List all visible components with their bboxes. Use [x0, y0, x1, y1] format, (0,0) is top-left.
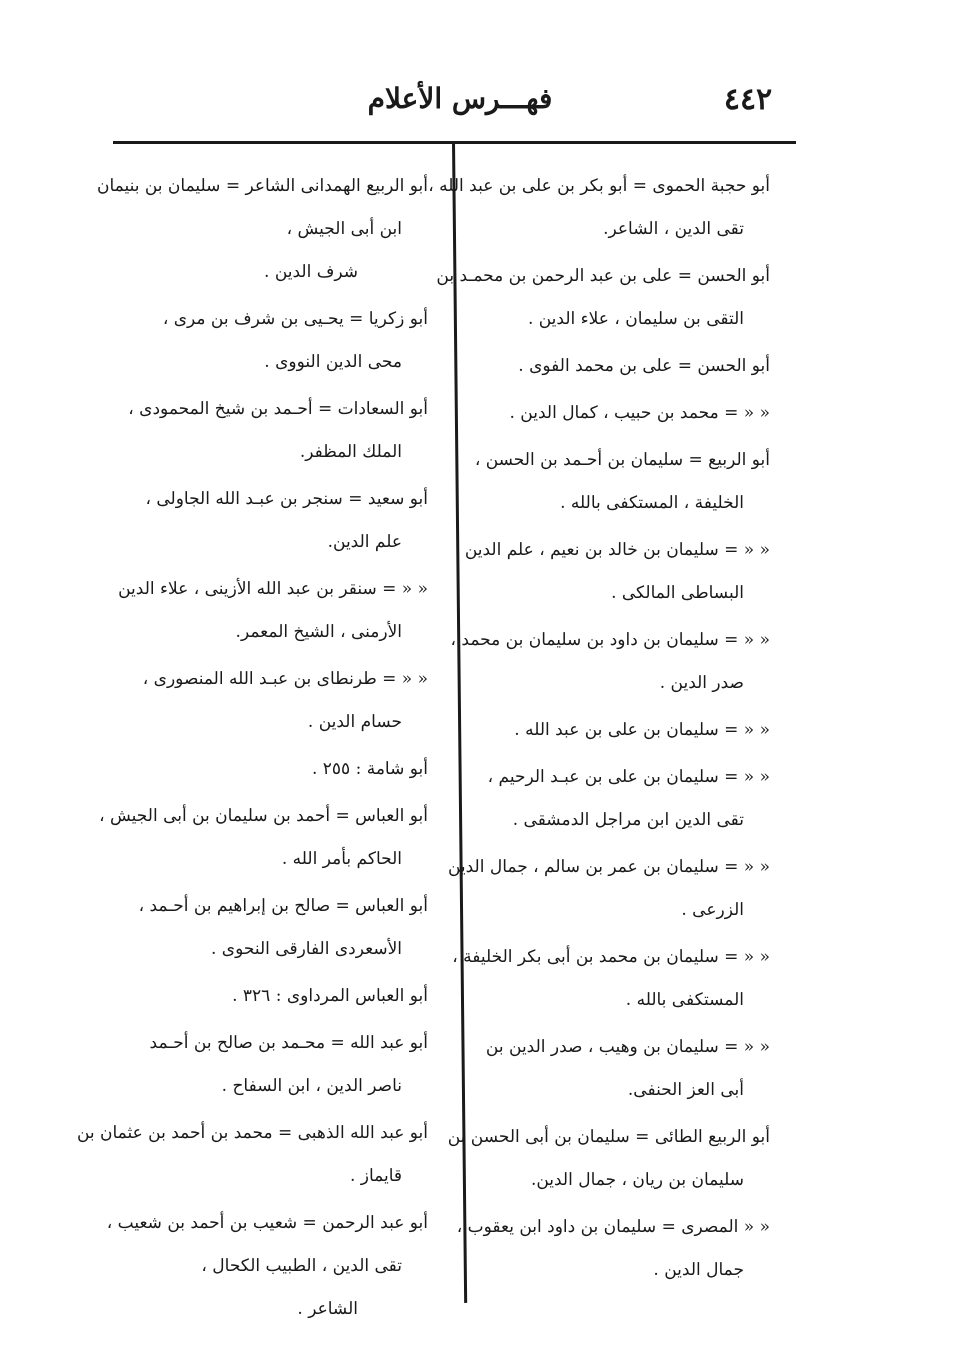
entry-continuation: تقى الدين ، الطبيب الكحال ،	[201, 1256, 402, 1276]
entry-headword: « « = سليمان بن وهيب ، صدر الدين بن	[485, 1037, 770, 1057]
entry-continuation: ابن أبى الجيش ،	[286, 219, 402, 239]
entry-continuation: أبى العز الحنفى.	[627, 1080, 744, 1100]
entry-headword: أبو عبد الرحمن = شعيب بن أحمد بن شعيب ،	[106, 1213, 428, 1233]
index-entry	[128, 478, 428, 564]
entry-headword: أبو الحسن = على بن محمد الفوى .	[518, 356, 770, 376]
entry-continuation: صدر الدين .	[659, 673, 744, 693]
index-entry	[470, 439, 770, 525]
entry-continuation: الأسعردى الفارقى النحوى .	[210, 939, 402, 959]
entry-headword: أبو العباس = أحمد بن سليمان بن أبى الجيش ،	[99, 806, 428, 826]
entry-continuation: جمال الدين .	[653, 1260, 744, 1280]
entry-continuation: الزرعى .	[681, 900, 744, 920]
entry-headword: أبو زكريا = يحـيى بن شرف بن مرى ،	[162, 309, 428, 329]
index-entry	[128, 748, 428, 791]
entry-headword: أبو شامة : ٢٥٥ .	[311, 759, 428, 779]
entry-headword: أبو العباس المرداوى : ٣٢٦ .	[232, 986, 428, 1006]
index-entry	[464, 529, 770, 615]
left-column	[76, 165, 428, 1335]
page-title: فهـــرس الأعلام	[367, 82, 553, 115]
index-entry	[447, 846, 770, 932]
entry-continuation: الأرمنى ، الشيخ المعمر.	[235, 622, 402, 642]
entry-continuation: ناصر الدين ، ابن السفاح .	[221, 1076, 402, 1096]
entry-headword: « « = سليمان بن محمد بن أبى بكر الخليفة ،	[452, 947, 770, 967]
entry-continuation: علم الدين.	[327, 532, 402, 552]
page-number: ٤٤٢	[723, 82, 773, 117]
entry-headword: أبو الحسن = على بن عبد الرحمن بن محمـد بن	[436, 266, 770, 286]
index-entry	[456, 1206, 770, 1292]
entry-headword: أبو العباس = صالح بن إبراهيم بن أحـمد ،	[138, 896, 428, 916]
index-entry	[470, 392, 770, 435]
entry-headword: أبو سعيد = سنجر بن عبـد الله الجاولى ،	[145, 489, 428, 509]
index-entry	[428, 165, 770, 251]
entry-continuation: البساطى المالكى .	[611, 583, 744, 603]
entry-headword: أبو الربيع = سليمان بن أحـمد بن الحسن ،	[474, 450, 770, 470]
entry-continuation: الملك المظفر.	[299, 442, 402, 462]
entry-headword: أبو حجبة الحموى = أبو بكر بن على بن عبد الله ،	[428, 176, 770, 196]
entry-headword: أبو الربيع الطائى = سليمان بن أبى الحسن بن	[447, 1127, 770, 1147]
entry-continuation: تقى الدين ، الشاعر.	[603, 219, 744, 239]
index-entry	[128, 1022, 428, 1108]
index-entry	[128, 388, 428, 474]
entry-headword: أبو السعادات = أحـمد بن شيخ المحمودى ،	[128, 399, 428, 419]
index-entry	[128, 658, 428, 744]
entry-continuation: الخليفة ، المستكفى بالله .	[560, 493, 744, 513]
index-entry	[128, 975, 428, 1018]
index-entry	[118, 568, 428, 654]
index-entry	[470, 709, 770, 752]
right-column	[428, 165, 770, 1296]
index-entry	[447, 1116, 770, 1202]
index-entry	[76, 1112, 428, 1198]
entry-headword: « « = سليمان بن على بن عبـد الرحيم ،	[487, 767, 770, 787]
entry-continuation: تقى الدين ابن مراجل الدمشقى .	[512, 810, 744, 830]
entry-continuation: محى الدين النووى .	[264, 352, 402, 372]
entry-headword: « « = طرنطاى بن عبـد الله المنصورى ،	[142, 669, 428, 689]
index-entry	[470, 756, 770, 842]
index-entry	[99, 795, 428, 881]
entry-headword: أبو عبد الله الذهبى = محمد بن أحمد بن عثمان بن	[76, 1123, 428, 1143]
entry-continuation: التقى بن سليمان ، علاء الدين .	[527, 309, 744, 329]
entry-continuation: الشاعر .	[297, 1299, 358, 1319]
entry-continuation: حسام الدين .	[307, 712, 402, 732]
index-entry	[128, 298, 428, 384]
index-entry	[106, 1202, 428, 1331]
entry-continuation: الحاكم بأمر الله .	[281, 849, 402, 869]
entry-continuation: سليمان بن ريان ، جمال الدين.	[530, 1170, 744, 1190]
entry-headword: « « = سنقر بن عبد الله الأزينى ، علاء الدين	[118, 579, 428, 599]
entry-continuation: قايماز .	[349, 1166, 402, 1186]
entry-headword: « « = سليمان بن خالد بن نعيم ، علم الدين	[464, 540, 770, 560]
entry-headword: أبو عبد الله = محـمد بن صالح بن أحـمد	[149, 1033, 428, 1053]
index-entry	[436, 255, 770, 341]
entry-headword: « « = محمد بن حبيب ، كمال الدين .	[509, 403, 770, 423]
index-entry	[450, 619, 770, 705]
entry-headword: « « المصرى = سليمان بن داود ابن يعقوب ،	[456, 1217, 770, 1237]
entry-headword: « « = سليمان بن عمر بن سالم ، جمال الدين	[447, 857, 770, 877]
entry-headword: أبو الربيع الهمدانى الشاعر = سليمان بن بنيمان	[96, 176, 428, 196]
index-entry	[128, 885, 428, 971]
entry-continuation: شرف الدين .	[264, 262, 358, 282]
index-entry	[96, 165, 428, 294]
entry-headword: « « = سليمان بن داود بن سليمان بن محمد ،	[450, 630, 770, 650]
index-entry	[470, 1026, 770, 1112]
entry-headword: « « = سليمان بن على بن عبد الله .	[514, 720, 770, 740]
entry-continuation: المستكفى بالله .	[625, 990, 744, 1010]
index-entry	[452, 936, 770, 1022]
index-entry	[470, 345, 770, 388]
